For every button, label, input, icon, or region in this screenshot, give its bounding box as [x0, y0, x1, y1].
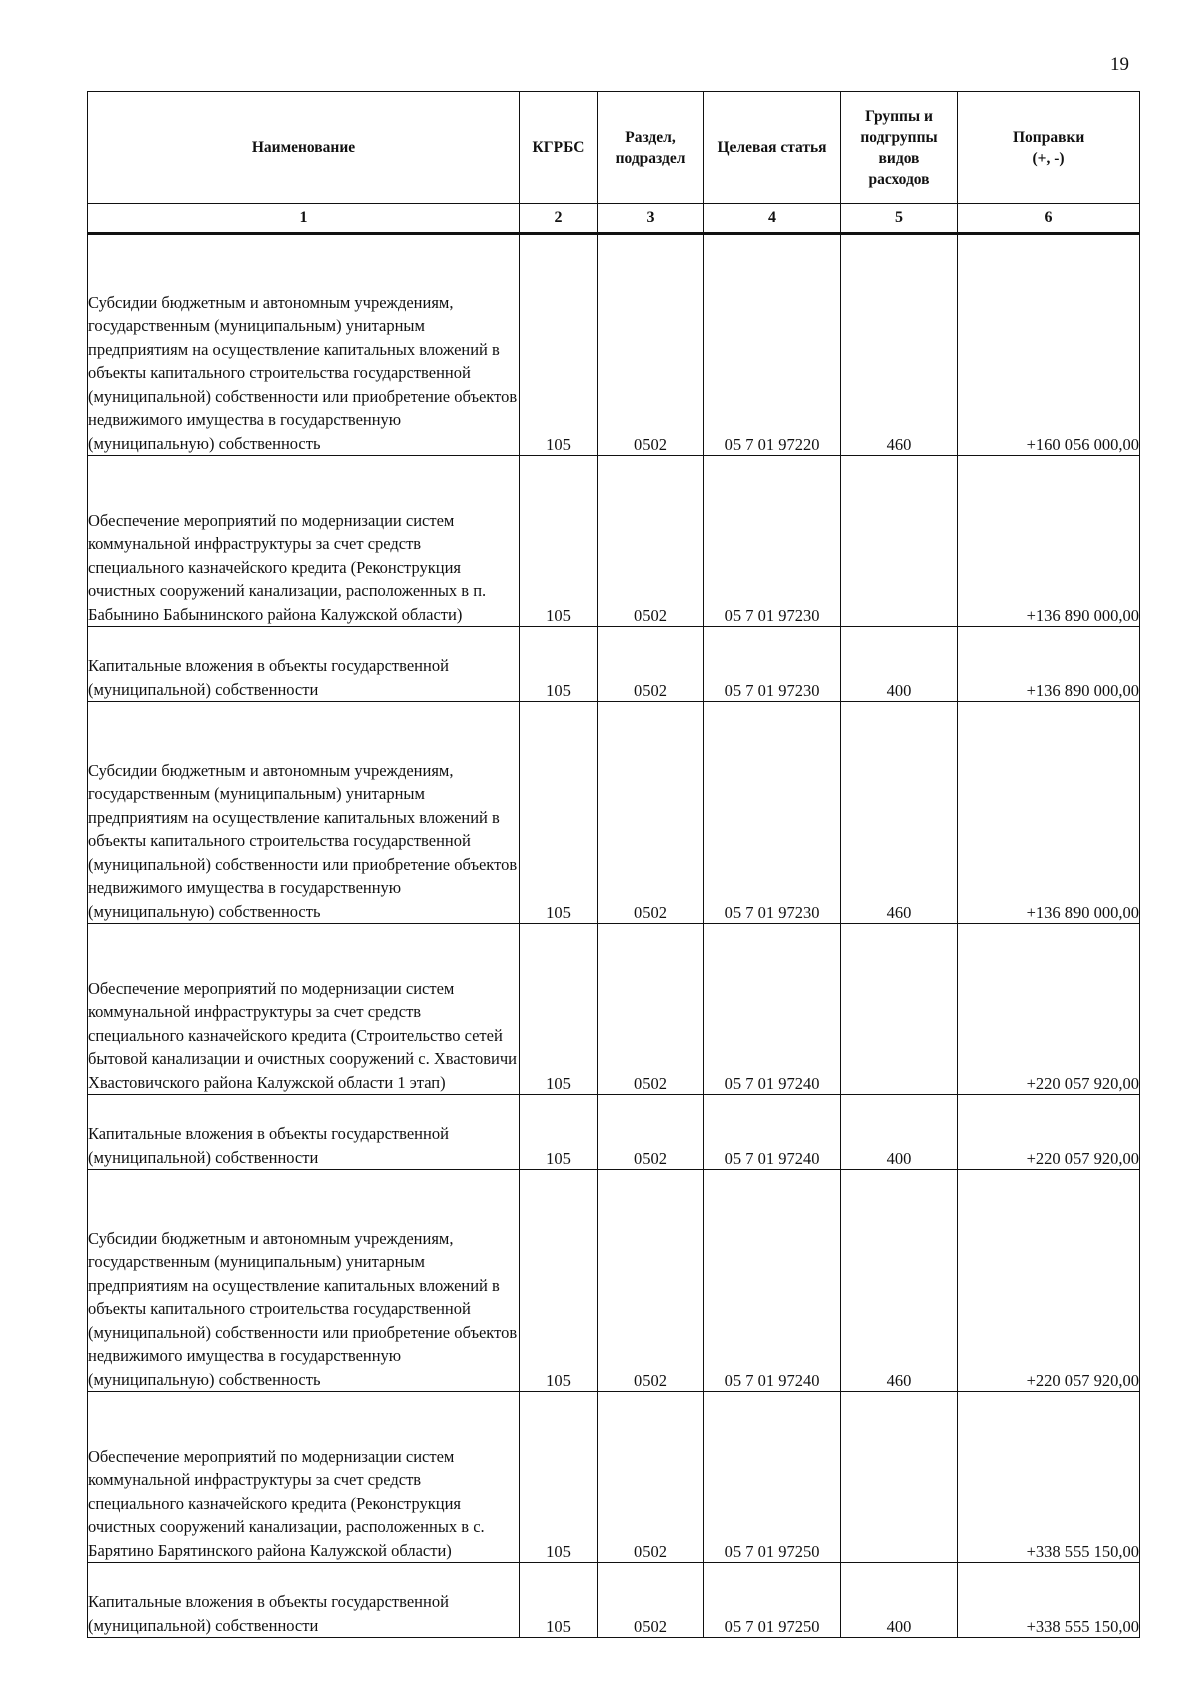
header-section: Раздел, подраздел — [598, 92, 704, 204]
row-group: 400 — [841, 1095, 958, 1170]
row-target: 05 7 01 97230 — [704, 702, 841, 924]
table-row — [88, 1095, 1140, 1170]
row-section: 0502 — [598, 234, 704, 456]
row-group — [841, 456, 958, 627]
header-kgrbs: КГРБС — [520, 92, 598, 204]
row-amount: +220 057 920,00 — [958, 1095, 1140, 1170]
row-group: 400 — [841, 1563, 958, 1638]
row-group: 460 — [841, 702, 958, 924]
table-row — [88, 702, 1140, 924]
row-section: 0502 — [598, 1095, 704, 1170]
row-kgrbs: 105 — [520, 1563, 598, 1638]
row-kgrbs: 105 — [520, 924, 598, 1095]
column-number: 4 — [704, 204, 841, 234]
header-target: Целевая статья — [704, 92, 841, 204]
row-kgrbs: 105 — [520, 456, 598, 627]
row-target: 05 7 01 97240 — [704, 924, 841, 1095]
row-name: Обеспечение мероприятий по модернизации систем коммунальной инфраструктуры за счет средств специального казначейского кредита (Строительство сетей бытовой канализации и очистных сооружений с. Хвастовичи Хвастовичского района Калужской области 1 этап) — [88, 924, 520, 1095]
column-number: 2 — [520, 204, 598, 234]
row-amount: +338 555 150,00 — [958, 1392, 1140, 1563]
header-amendments: Поправки (+, -) — [958, 92, 1140, 204]
column-number: 5 — [841, 204, 958, 234]
row-amount: +136 890 000,00 — [958, 456, 1140, 627]
column-number: 6 — [958, 204, 1140, 234]
row-name: Капитальные вложения в объекты государственной (муниципальной) собственности — [88, 627, 520, 702]
row-kgrbs: 105 — [520, 234, 598, 456]
row-kgrbs: 105 — [520, 1095, 598, 1170]
row-target: 05 7 01 97230 — [704, 627, 841, 702]
header-row — [88, 92, 1140, 204]
row-section: 0502 — [598, 1392, 704, 1563]
row-amount: +220 057 920,00 — [958, 1170, 1140, 1392]
table-row — [88, 1170, 1140, 1392]
row-name: Субсидии бюджетным и автономным учреждениям, государственным (муниципальным) унитарным предприятиям на осуществление капитальных вложений в объекты капитального строительства государственной (муниципальной) собственности или приобретение объектов недвижимого имущества в государственную (муниципальную) собственность — [88, 234, 520, 456]
column-number-row — [88, 204, 1140, 234]
row-section: 0502 — [598, 924, 704, 1095]
row-kgrbs: 105 — [520, 702, 598, 924]
row-group — [841, 924, 958, 1095]
row-amount: +160 056 000,00 — [958, 234, 1140, 456]
table-row — [88, 456, 1140, 627]
row-target: 05 7 01 97240 — [704, 1095, 841, 1170]
row-kgrbs: 105 — [520, 1170, 598, 1392]
row-section: 0502 — [598, 1563, 704, 1638]
row-name: Капитальные вложения в объекты государственной (муниципальной) собственности — [88, 1563, 520, 1638]
row-name: Капитальные вложения в объекты государственной (муниципальной) собственности — [88, 1095, 520, 1170]
row-target: 05 7 01 97230 — [704, 456, 841, 627]
row-target: 05 7 01 97220 — [704, 234, 841, 456]
row-kgrbs: 105 — [520, 627, 598, 702]
row-name: Обеспечение мероприятий по модернизации систем коммунальной инфраструктуры за счет средств специального казначейского кредита (Реконструкция очистных сооружений канализации, расположенных в п. Бабынино Бабынинского района Калужской области) — [88, 456, 520, 627]
row-target: 05 7 01 97240 — [704, 1170, 841, 1392]
column-number: 1 — [88, 204, 520, 234]
row-section: 0502 — [598, 627, 704, 702]
page-number: 19 — [1110, 54, 1129, 75]
row-amount: +136 890 000,00 — [958, 627, 1140, 702]
row-target: 05 7 01 97250 — [704, 1392, 841, 1563]
table-row — [88, 924, 1140, 1095]
row-group — [841, 1392, 958, 1563]
row-name: Субсидии бюджетным и автономным учреждениям, государственным (муниципальным) унитарным предприятиям на осуществление капитальных вложений в объекты капитального строительства государственной (муниципальной) собственности или приобретение объектов недвижимого имущества в государственную (муниципальную) собственность — [88, 1170, 520, 1392]
table-row — [88, 1563, 1140, 1638]
row-amount: +338 555 150,00 — [958, 1563, 1140, 1638]
row-amount: +220 057 920,00 — [958, 924, 1140, 1095]
column-number: 3 — [598, 204, 704, 234]
row-group: 460 — [841, 1170, 958, 1392]
budget-amendments-table — [87, 91, 1140, 1638]
row-target: 05 7 01 97250 — [704, 1563, 841, 1638]
row-amount: +136 890 000,00 — [958, 702, 1140, 924]
row-group: 400 — [841, 627, 958, 702]
row-section: 0502 — [598, 456, 704, 627]
table-row — [88, 627, 1140, 702]
header-groups: Группы и подгруппы видов расходов — [841, 92, 958, 204]
row-name: Субсидии бюджетным и автономным учреждениям, государственным (муниципальным) унитарным предприятиям на осуществление капитальных вложений в объекты капитального строительства государственной (муниципальной) собственности или приобретение объектов недвижимого имущества в государственную (муниципальную) собственность — [88, 702, 520, 924]
row-kgrbs: 105 — [520, 1392, 598, 1563]
table-row — [88, 234, 1140, 456]
row-name: Обеспечение мероприятий по модернизации систем коммунальной инфраструктуры за счет средств специального казначейского кредита (Реконструкция очистных сооружений канализации, расположенных в с. Барятино Барятинского района Калужской области) — [88, 1392, 520, 1563]
row-group: 460 — [841, 234, 958, 456]
row-section: 0502 — [598, 702, 704, 924]
table-row — [88, 1392, 1140, 1563]
header-name: Наименование — [88, 92, 520, 204]
row-section: 0502 — [598, 1170, 704, 1392]
